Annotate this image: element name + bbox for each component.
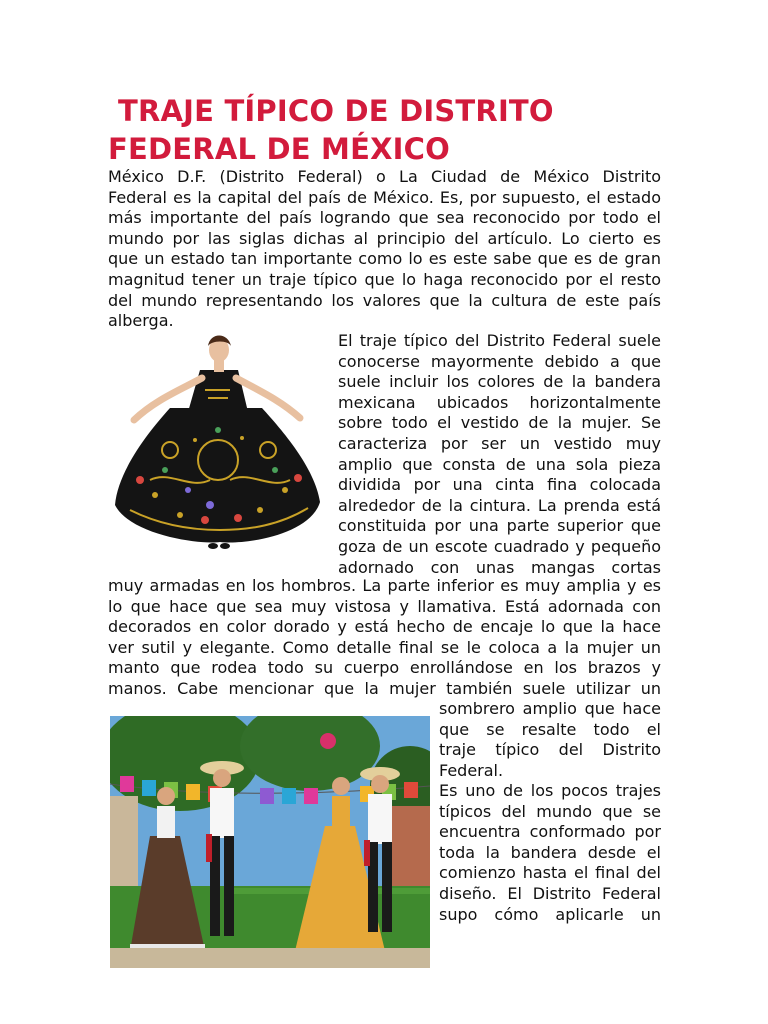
text-line: sombrero amplio que hace xyxy=(439,699,661,718)
text-line: más importante del país logrando que sea reconocido por todo el xyxy=(108,208,661,228)
text-line: muy armadas en los hombros. La parte inferior es muy amplia y es xyxy=(108,576,661,595)
full-paragraph-2 xyxy=(108,576,661,700)
text-line: Federal. xyxy=(439,760,504,780)
title-line-2: FEDERAL DE MÉXICO xyxy=(108,132,450,166)
page-title xyxy=(108,92,668,168)
text-line: toda la bandera desde el xyxy=(439,842,661,862)
text-line: mexicana ubicados horizontalmente xyxy=(338,392,661,412)
text-line: diseño. El Distrito Federal xyxy=(439,883,661,903)
text-line: manos. Cabe mencionar que la mujer también suele utilizar un xyxy=(108,678,661,698)
text-line: comienzo hasta el final del xyxy=(439,863,661,883)
text-line: constituida por una parte superior que xyxy=(338,516,661,536)
text-line: Federal es la capital del país de México. Es, por supuesto, el estado xyxy=(108,187,661,207)
text-line: Es uno de los pocos trajes xyxy=(439,781,661,800)
side-paragraph-2 xyxy=(439,699,661,781)
text-line: encuentra conformado por xyxy=(439,822,661,842)
text-line: lo que hace que sea muy vistosa y llamativa. Está adornada con xyxy=(108,596,661,616)
text-line: amplio que consta de una sola pieza xyxy=(338,454,661,474)
title-line-1: TRAJE TÍPICO DE DISTRITO xyxy=(118,94,554,128)
text-line: ver sutil y elegante. Como detalle final se le coloca a la mujer un xyxy=(108,637,661,657)
folk-dancers-outdoor-photo xyxy=(110,716,430,968)
text-line: típicos del mundo que se xyxy=(439,801,661,821)
text-line: goza de un escote cuadrado y pequeño xyxy=(338,536,661,556)
text-line: alrededor de la cintura. La prenda está xyxy=(338,495,661,515)
text-line: adornado con unas mangas cortas xyxy=(338,557,661,577)
text-line: traje típico del Distrito xyxy=(439,740,661,760)
text-line: del mundo representando los valores que la cultura de este país xyxy=(108,290,661,310)
intro-paragraph xyxy=(108,167,661,332)
side-paragraph-3 xyxy=(439,781,661,925)
text-line: dividida por una cinta fina colocada xyxy=(338,475,661,495)
text-line: alberga. xyxy=(108,311,174,331)
text-line: México D.F. (Distrito Federal) o La Ciudad de México Distrito xyxy=(108,167,661,186)
text-line: sobre todo el vestido de la mujer. Se xyxy=(338,413,661,433)
text-line: conocerse mayormente debido a que xyxy=(338,351,661,371)
dancer-in-black-dress-photo xyxy=(110,330,325,560)
text-line: supo cómo aplicarle un xyxy=(439,904,661,924)
text-line: suele incluir los colores de la bandera xyxy=(338,372,661,392)
text-line: que un estado tan importante como lo es este sabe que es de gran xyxy=(108,249,661,269)
text-line: caracteriza por ser un vestido muy xyxy=(338,433,661,453)
side-paragraph-1 xyxy=(338,331,661,578)
text-line: mundo por las siglas dichas al principio del artículo. Lo cierto es xyxy=(108,228,661,248)
text-line: El traje típico del Distrito Federal suele xyxy=(338,331,661,350)
text-line: manto que rodea todo su cuerpo enrollándose en los brazos y xyxy=(108,658,661,678)
text-line: que se resalte todo el xyxy=(439,719,661,739)
text-line: decorados en color dorado y está hecho de encaje lo que la hace xyxy=(108,617,661,637)
text-line: magnitud tener un traje típico que lo haga reconocido por el resto xyxy=(108,269,661,289)
